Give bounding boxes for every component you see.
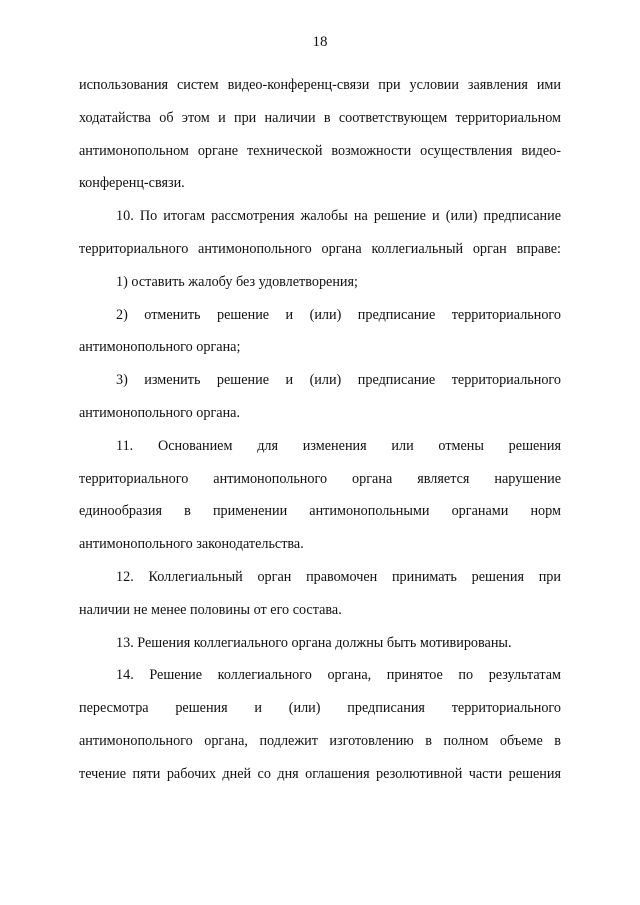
text-line: 2) отменить решение и (или) предписание территориального <box>116 306 561 323</box>
paragraph-item-10 <box>79 200 561 266</box>
paragraph-subitem-1 <box>79 266 561 299</box>
text-line: территориального антимонопольного органа коллегиальный орган вправе: <box>79 240 561 257</box>
text-line: антимонопольного законодательства. <box>79 536 304 553</box>
text-line: ходатайства об этом и при наличии в соответствующем территориальном <box>79 109 561 126</box>
text-line: единообразия в применении антимонопольными органами норм <box>79 503 561 520</box>
text-line: антимонопольного органа; <box>79 339 241 356</box>
text-line: наличии не менее половины от его состава. <box>79 601 342 618</box>
page-number: 18 <box>312 34 328 50</box>
text-line: антимонопольного органа. <box>79 404 241 421</box>
paragraph-item-11 <box>79 430 561 561</box>
paragraph-item-13 <box>79 627 561 660</box>
text-line: 10. По итогам рассмотрения жалобы на решение и (или) предписание <box>116 208 561 225</box>
text-line: 3) изменить решение и (или) предписание территориального <box>116 372 561 389</box>
text-line: антимонопольного органа, подлежит изготовлению в полном объеме в <box>79 732 561 749</box>
text-line: конференц-связи. <box>79 175 185 192</box>
text-line: 14. Решение коллегиального органа, принятое по результатам <box>116 667 561 684</box>
text-line: 11. Основанием для изменения или отмены решения <box>116 437 561 454</box>
paragraph-item-12 <box>79 561 561 627</box>
text-line: 1) оставить жалобу без удовлетворения; <box>116 273 358 290</box>
text-line: 12. Коллегиальный орган правомочен принимать решения при <box>116 568 561 585</box>
text-line: пересмотра решения и (или) предписания территориального <box>79 700 561 717</box>
paragraph-subitem-2 <box>79 299 561 365</box>
paragraph-item-14 <box>79 659 561 790</box>
text-line: 13. Решения коллегиального органа должны быть мотивированы. <box>116 634 512 651</box>
paragraph-continuation <box>79 69 561 200</box>
document-body <box>79 69 561 791</box>
paragraph-subitem-3 <box>79 364 561 430</box>
text-line: антимонопольном органе технической возможности осуществления видео- <box>79 142 561 159</box>
text-line: территориального антимонопольного органа является нарушение <box>79 470 561 487</box>
text-line: течение пяти рабочих дней со дня оглашения резолютивной части решения <box>79 765 561 782</box>
text-line: использования систем видео-конференц-связи при условии заявления ими <box>79 77 561 93</box>
